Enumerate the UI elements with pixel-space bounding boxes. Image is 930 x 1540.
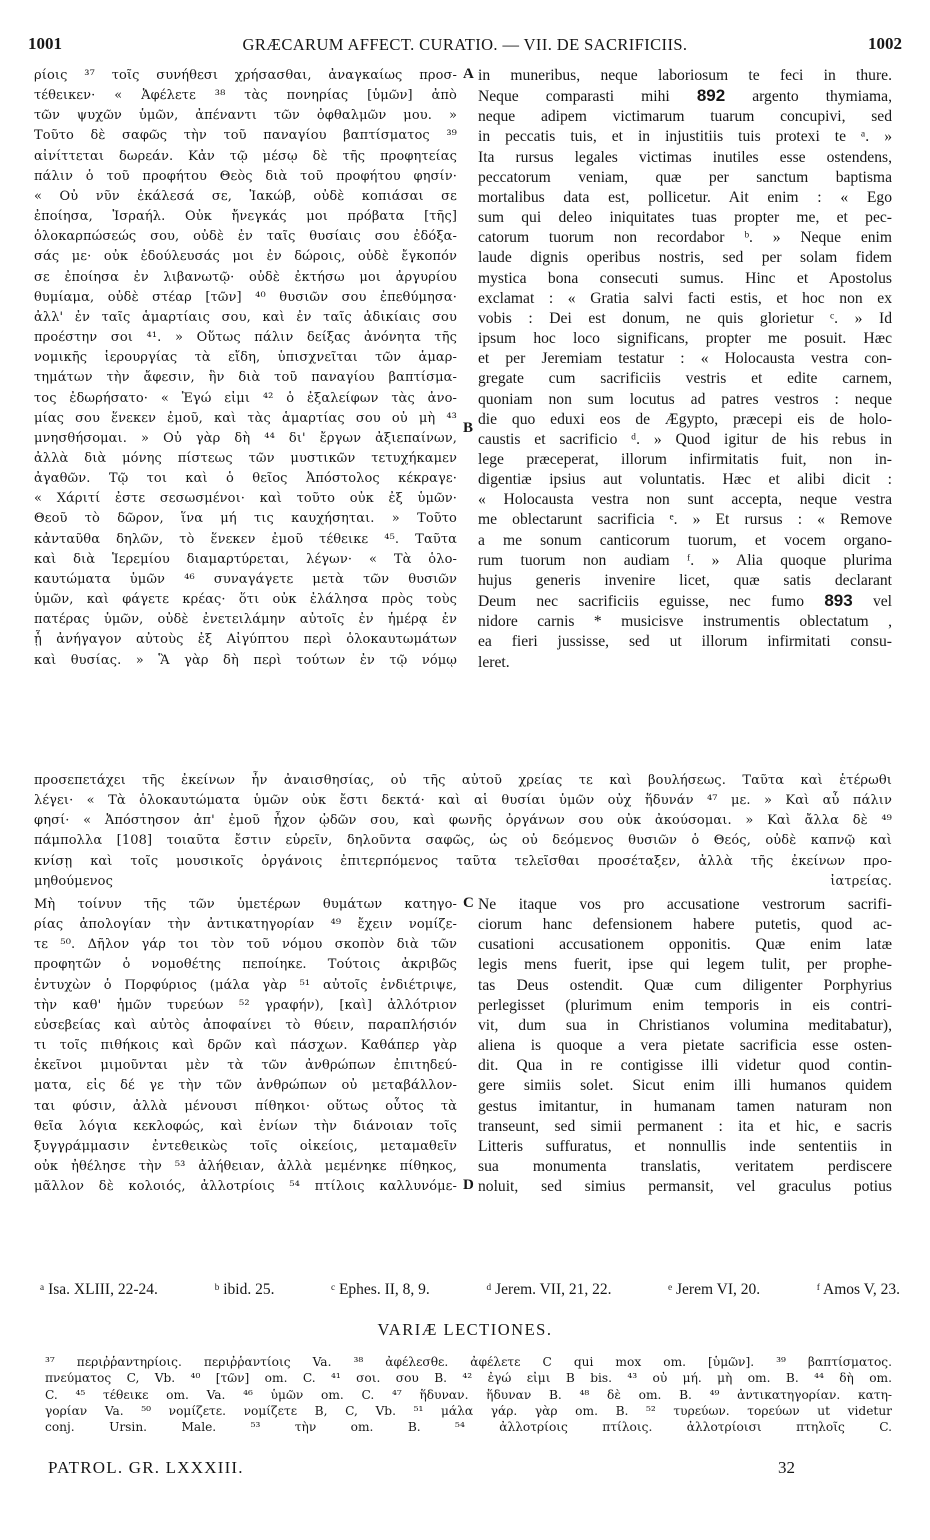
greek-text-line: πατέρας ὑμῶν, οὐδὲ ἐνετειλάμην αὐτοῖς ἐν ἡμέρᾳ ἐν <box>34 612 457 628</box>
greek-text-line: ἀλλὰ διὰ μόνης πίστεως τῶν μυστικῶν τετυχήκαμεν <box>34 450 457 466</box>
greek-text-line: ὑμῶν, καὶ φάγετε κρέας· ὅτι οὐκ ἐλάλησα πρὸς τοὺς <box>34 592 457 608</box>
greek-text-line: νομικῆς ἱερουργίας τὰ εἴδη, ὑπισχνεῖται τῶν ἁμαρ- <box>34 350 457 366</box>
variae-lectiones-list <box>45 1354 892 1435</box>
latin-text-line: laude dignis operibus nostris, sed per solam fidem <box>478 249 892 267</box>
page-footer <box>48 1458 890 1482</box>
greek-text-line: προσεπετάχει τῆς ἐκείνων ἦν ἀναισθησίας, οὐ τῆς αὐτοῦ χρείας τε καὶ βουλήσεως. Ταῦτα καὶ ἑτέρωθι <box>34 773 892 788</box>
greek-text-line: Μὴ τοίνυν τῆς τῶν ὑμετέρων θυμάτων κατηγο- <box>34 897 457 912</box>
greek-text-line: ξυγγράμμασιν ἐντεθεικὼς τοῖς οἰκείοις, μεταμαθεῖν <box>34 1138 457 1154</box>
greek-text-line: « Οὐ νῦν ἐκάλεσά σε, Ἰακώβ, οὐδὲ κοπιάσαι σε <box>34 188 457 204</box>
greek-text-line: ματα, εἰς δέ γε τὴν τῶν ἀνθρώπων οὐ μεταβάλλον- <box>34 1078 457 1094</box>
latin-text-line: gregate cum sacrificiis vestris et edite carnem, <box>478 370 892 388</box>
latin-text-line: Ne itaque vos pro accusatione vestrorum sacrifi- <box>478 896 892 913</box>
greek-text-line: τημάτων τὴν ἄφεσιν, ἣν διὰ τοῦ παναγίου βαπτίσμα- <box>34 370 457 386</box>
greek-text-line: οὐκ ἠθέλησε τὴν ⁵³ ἀλήθειαν, ἀλλὰ μεμένηκε πίθηκος, <box>34 1159 457 1175</box>
footnote: ᵃ Isa. XLIII, 22-24. <box>40 1281 158 1298</box>
latin-text-line: mystica bona consecuti sumus. Hinc et Apostolus <box>478 269 892 287</box>
greek-text-line: καὶ διὰ Ἱερεμίου διαμαρτύρεται, λέγων· « Τὰ ὁλο- <box>34 551 457 567</box>
greek-text-line: ἐποίησα, Ἰσραήλ. Οὐκ ἤνεγκάς μοι πρόβατα [τῆς] <box>34 209 457 225</box>
greek-column-section-1 <box>34 66 457 671</box>
latin-text-line: peccatorum veniam, quæ per sanctum baptisma <box>478 168 892 186</box>
latin-text-line: dit. Qua in re contigisse illi videtur quod contin- <box>478 1057 892 1075</box>
variant-reading-line: γορίαν Va. ⁵⁰ νομίζετε. νομίζετε B, C, Vb. ⁵¹ μάλα γάρ. γὰρ om. B. ⁵² τυρεύων. τορεύων ut videtur <box>45 1403 892 1418</box>
variant-reading-line: C. ⁴⁵ τέθεικε om. Va. ⁴⁶ ὑμῶν om. C. ⁴⁷ ἥδυναν. ἥδυναν B. ⁴⁸ δὲ om. B. ⁴⁹ ἀντικατηγορίαν. κατη- <box>45 1387 892 1402</box>
footnote: ᵈ Jerem. VII, 21, 22. <box>486 1281 612 1298</box>
footnote: ᵇ ibid. 25. <box>214 1281 275 1298</box>
greek-text-line: τε ⁵⁰. Δῆλον γάρ τοι τὸν τοῦ νόμου σκοπὸν διὰ τῶν <box>34 937 457 953</box>
margin-letter-a: A <box>463 66 474 82</box>
greek-text-line: προφητῶν ὁ νομοθέτης πεποίηκε. Τούτοις ἀκριβῶς <box>34 957 457 973</box>
greek-text-line: « Χάριτί ἐστε σεσωσμένοι· καὶ τοῦτο οὐκ ἐξ ὑμῶν· <box>34 491 457 507</box>
greek-text-line: κἀνταῦθα δηλῶν, τὸ ἕνεκεν ἐμοῦ τέθεικε ⁴⁵. Ταῦτα <box>34 531 457 547</box>
greek-text-line: ἀλλ' ἐν ταῖς ἁμαρτίαις σου, καὶ ἐν ταῖς ἀδικίαις σου <box>34 309 457 325</box>
page-header <box>28 34 902 58</box>
greek-text-line: θυμίαμα, οὐδὲ στέαρ [τῶν] ⁴⁰ θυσιῶν σου ἐπεθύμησα· <box>34 289 457 305</box>
latin-text-line: transeunt, sed simii permanent : ita et hic, e sacris <box>478 1117 892 1135</box>
greek-text-line: σε ἐποίησα ἐν λιβανωτῷ· οὐδὲ ἐκτήσω μοι ἀργυρίου <box>34 269 457 285</box>
greek-text-line: μᾶλλον δὲ κολοιός, ἀλλοτρίοις ⁵⁴ πτίλοις καλλυνόμε- <box>34 1179 457 1195</box>
latin-text-line: cusationi accusationem opponitis. Quæ enim latæ <box>478 936 892 954</box>
greek-text-line: θεῖα λόγια κεκλοφώς, καὶ ἐνίων τὴν διάνοιαν τοῖς <box>34 1118 457 1134</box>
page-number-right: 1002 <box>868 34 902 53</box>
latin-text-line: Deum nec sacrificiis eguisse, nec fumo 893 vel <box>478 591 892 611</box>
latin-text-line: die quo eduxi eos de Ægypto, præcepi eis de holo- <box>478 410 892 428</box>
column-number: 893 <box>824 591 853 611</box>
latin-text-line: sua monumenta translatis, veritatem perdiscere <box>478 1158 892 1176</box>
latin-text-line: et per Jeremiam testatur : « Holocausta vestra con- <box>478 350 892 368</box>
latin-text-line: sum qui deleo iniquitates tuas propter me, et pec- <box>478 209 892 227</box>
footnote: ᵉ Jerem VI, 20. <box>668 1281 761 1298</box>
greek-text-line: μηθούμενος ἰατρείας. <box>34 873 892 889</box>
latin-text-line: me oblectarunt sacrificia ᵉ. » Et rursus : « Remove <box>478 511 892 529</box>
latin-text-line: perlegisset (plurimum enim temporis in eis contri- <box>478 996 892 1014</box>
latin-text-line: gestus imitantur, in humanam tamen naturam non <box>478 1097 892 1115</box>
latin-text-line: Ita rursus legales victimas inutiles esse ostendens, <box>478 148 892 166</box>
latin-text-line: quoniam non sum locutus ad patres vestros : neque <box>478 390 892 408</box>
greek-text-line: ρίοις ³⁷ τοῖς συνήθεσι χρήσασθαι, ἀναγκαίως προσ- <box>34 68 457 83</box>
latin-column-section-2 <box>478 895 892 1197</box>
latin-text-line: legis mens fuerit, ipse qui legem tulit, per prophe- <box>478 956 892 974</box>
greek-text-line: Τοῦτο δὲ σαφῶς τὴν τοῦ παναγίου βαπτίσματος ³⁹ <box>34 128 457 144</box>
variant-reading-line: ³⁷ περιῤῥαντηρίοις. περιῤῥαντίοις Va. ³⁸ ἀφέλεσθε. ἀφέλετε C qui mox om. [ὑμῶν]. ³⁹ βαπτίσματος. <box>45 1355 892 1369</box>
greek-text-line: τέθεικεν· « Ἀφέλετε ³⁸ τὰς πονηρίας [ὑμῶν] ἀπὸ <box>34 88 457 104</box>
column-number: 892 <box>696 86 726 106</box>
running-title: GRÆCARUM AFFECT. CURATIO. — VII. DE SACRIFICIIS. <box>242 35 688 54</box>
greek-text-line: ρίας ἀπολογίαν τὴν ἀντικατηγορίαν ⁴⁹ ἔχειν νομίζε- <box>34 917 457 933</box>
variae-lectiones-heading: VARIÆ LECTIONES. <box>377 1320 553 1339</box>
latin-text-line: lege præceperat, illorum infirmitatis fuit, non in- <box>478 450 892 468</box>
footer-signature: 32 <box>778 1458 795 1477</box>
latin-text-line: gere simiis solet. Sicut enim illi humanos quidem <box>478 1077 892 1095</box>
margin-letter-c: C <box>463 895 474 911</box>
greek-text-line: φησί· « Ἀπόστησον ἀπ' ἐμοῦ ἦχον ᾠδῶν σου, καὶ φωνῆς ὀργάνων σου οὐκ ἀκούσομαι. » Καὶ ἄλλα δὲ ⁴⁹ <box>34 813 892 829</box>
latin-text-line: rum tuorum non audiam ᶠ. » Alia quoque plurima <box>478 551 892 569</box>
greek-text-line: πάμπολλα [108] τοιαῦτα ἔστιν εὑρεῖν, δηλοῦντα σαφῶς, ὡς οὐ δεόμενος θυσιῶν ὁ Θεός, οὐδὲ καπνῷ καὶ <box>34 833 892 849</box>
latin-text-line: catorum tuorum non recordabor ᵇ. » Neque enim <box>478 229 892 247</box>
latin-column-section-1 <box>478 66 892 673</box>
latin-text-line: nidore carnis * musicisve instrumentis oblectatum , <box>478 613 892 631</box>
latin-text-line: caustis et sacrificio ᵈ. » Quod igitur de his rebus in <box>478 430 892 448</box>
latin-text-line: in peccatis tuis, et in injustitiis tuis protexi te ᵃ. » <box>478 128 892 146</box>
latin-text-line: ea fieri jussisse, sed ut illorum infirmitati consu- <box>478 633 892 651</box>
latin-text-line: Neque comparasti mihi 892 argento thymiama, <box>478 86 892 106</box>
latin-text-line: ipsum hoc loco significans, propter me posuit. Hæc <box>478 330 892 348</box>
greek-text-line: τὴν καθ' ἡμῶν τυρεύων ⁵² γραφήν), [καὶ] ἀλλότριον <box>34 997 457 1013</box>
latin-text-line: vit, dum sua in Christianos volumina meditabatur), <box>478 1016 892 1034</box>
greek-text-line: μνησθήσομαι. » Οὐ γὰρ δὴ ⁴⁴ δι' ἔργων ἀξιεπαίνων, <box>34 430 457 446</box>
latin-text-line: ciorum hanc defensionem habere putetis, quod ac- <box>478 916 892 934</box>
footnote: ᶠ Amos V, 23. <box>816 1281 900 1298</box>
latin-text-line: tas Deus ostendit. Quæ cum diligenter Porphyrius <box>478 976 892 994</box>
greek-text-line: αἰνίττεται δωρεάν. Κἀν τῷ μέσῳ δὲ τῆς προφητείας <box>34 148 457 164</box>
variant-reading-line: conj. Ursin. Male. ⁵³ τὴν om. B. ⁵⁴ ἀλλοτρίοις πτίλοις. ἀλλοτρίοισι πτηλοῖς C. <box>45 1420 892 1435</box>
latin-text-line: aliena is quoque a vera pietate sacrificia esse osten- <box>478 1037 892 1055</box>
greek-text-line: λέγει· « Τὰ ὁλοκαυτώματα ὑμῶν οὐκ ἔστι δεκτά· καὶ αἱ θυσίαι ὑμῶν οὐχ ἥδυνάν ⁴⁷ με. » Καὶ αὖ πάλιν <box>34 793 892 809</box>
latin-text-line: Litteris suffuratus, et nonnullis inde sententiis in <box>478 1137 892 1155</box>
latin-text-line: noluit, sed simius permansit, vel graculus potius <box>478 1178 892 1196</box>
margin-letter-b: B <box>463 420 474 436</box>
greek-text-line: τι τοῖς πιθήκοις καὶ δρῶν καὶ πάσχων. Καθάπερ γὰρ <box>34 1038 457 1054</box>
greek-text-line: καὶ θυσίας. » Ἃ γὰρ δὴ περὶ τούτων ἐν τῷ νόμῳ <box>34 652 457 668</box>
footnote: ᶜ Ephes. II, 8, 9. <box>331 1281 430 1298</box>
latin-text-line: exclamat : « Gratia salvi facti estis, et hoc non ex <box>478 289 892 307</box>
greek-text-line: καυτώματα ὑμῶν ⁴⁶ συναγάγετε μετὰ τῶν θυσιῶν <box>34 571 457 587</box>
latin-text-line: digentiæ ipsius aut voluntatis. Hæc et alibi dicit : <box>478 471 892 489</box>
greek-text-line: σάς με· οὐκ ἐδούλευσάς μοι ἐν δώροις, οὐδὲ ἔγκοπόν <box>34 249 457 265</box>
greek-full-width-passage <box>34 771 892 892</box>
latin-text-line: hujus generis invenire licet, quæ satis declarant <box>478 571 892 589</box>
latin-text-line: leret. <box>478 653 510 671</box>
page-number-left: 1001 <box>28 34 62 53</box>
footer-series: PATROL. GR. LXXXIII. <box>48 1458 244 1477</box>
footnotes <box>40 1281 900 1299</box>
variant-reading-line: πνεύματος C, Vb. ⁴⁰ [τῶν] om. C. ⁴¹ σοι. σου B. ⁴² ἐγώ εἰμι B bis. ⁴³ οὐ μή. μὴ om. B. ⁴⁴ δὴ om. <box>45 1371 892 1386</box>
greek-text-line: Θεοῦ τὸ δῶρον, ἵνα μή τις καυχήσηται. » Τοῦτο <box>34 511 457 527</box>
greek-column-section-2 <box>34 895 457 1197</box>
greek-text-line: ᾗ ἀνήγαγον αὐτοὺς ἐξ Αἰγύπτου περὶ ὁλοκαυτωμάτων <box>34 632 457 648</box>
greek-text-line: προέστην σοι ⁴¹. » Οὕτως πάλιν δείξας ἀνόνητα τῆς <box>34 330 457 346</box>
greek-text-line: τος ἐδωρήσατο· « Ἐγώ εἰμι ⁴² ὁ ἐξαλείφων τὰς ἀνο- <box>34 390 457 406</box>
latin-text-line: neque adipem victimarum tuarum concupivi, sed <box>478 108 892 126</box>
greek-text-line: ἐκεῖνοι μιμοῦνται μὲν τὰ τῶν ἀνθρώπων ἐπιτηδεύ- <box>34 1058 457 1074</box>
latin-text-line: mortalibus data est, pollicetur. Ait enim : « Ego <box>478 188 892 206</box>
latin-text-line: in muneribus, neque laboriosum te feci in thure. <box>478 67 892 84</box>
latin-text-line: vobis : Dei est donum, ne quis glorietur ᶜ. » Id <box>478 309 892 327</box>
margin-letter-d: D <box>463 1177 474 1193</box>
greek-text-line: τῶν ψυχῶν ὑμῶν, ἀπέναντι τῶν ὀφθαλμῶν μου. » <box>34 108 457 124</box>
latin-text-line: a me sonum canticorum tuorum, et vocem organo- <box>478 531 892 549</box>
greek-text-line: κνίσῃ καὶ τοῖς μουσικοῖς ὀργάνοις ἐπιτερπόμενος ταῦτα τελεῖσθαι προσέταξεν, ἀλλὰ τῆς ἐκείνων προ- <box>34 853 892 869</box>
greek-text-line: ἐντυχὼν ὁ Πορφύριος (μάλα γὰρ ⁵¹ αὐτοῖς ἐνδιέτριψε, <box>34 977 457 993</box>
latin-text-line: « Holocausta vestra non sunt accepta, neque vestra <box>478 491 892 509</box>
greek-text-line: ἀγαθῶν. Τῷ τοι καὶ ὁ θεῖος Ἀπόστολος κέκραγε· <box>34 471 457 487</box>
greek-text-line: πάλιν ὁ τοῦ προφήτου Θεὸς διὰ τοῦ προφήτου φησίν· <box>34 168 457 184</box>
greek-text-line: μίας σου ἕνεκεν ἐμοῦ, καὶ τὰς ἁμαρτίας σου οὐ μὴ ⁴³ <box>34 410 457 426</box>
greek-text-line: ται φύσιν, ἀλλὰ μένουσι πίθηκοι· οὕτως οὗτος τὰ <box>34 1098 457 1114</box>
greek-text-line: εὐσεβείας καὶ αὐτὸς ἀποφαίνει τὸ θύειν, παραπλήσιόν <box>34 1017 457 1033</box>
greek-text-line: ὁλοκαρπώσεώς σου, οὐδὲ ἐν ταῖς θυσίαις σου ἐδόξα- <box>34 229 457 245</box>
